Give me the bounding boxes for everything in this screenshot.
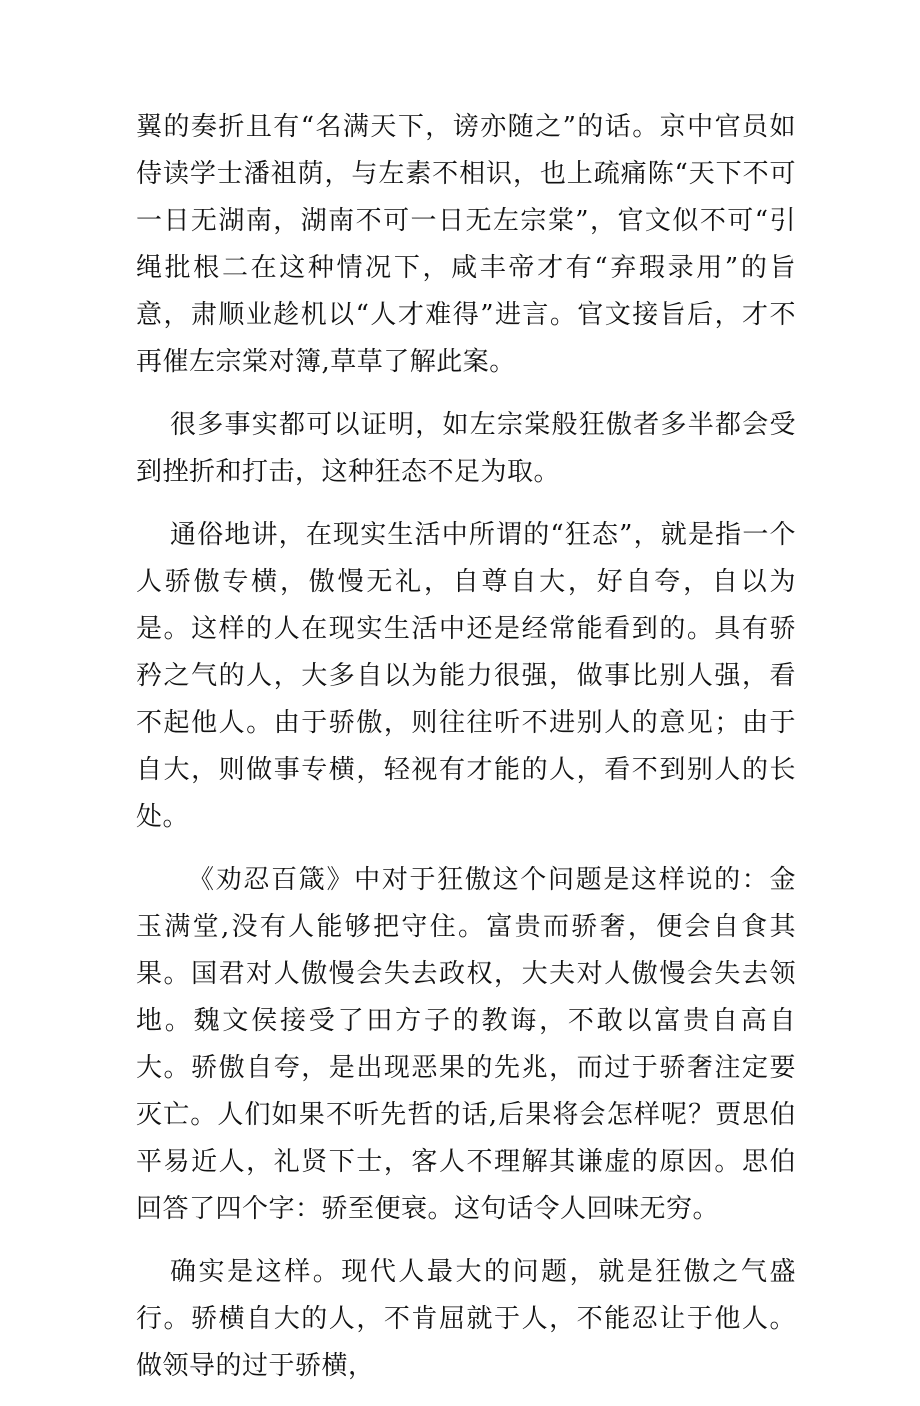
paragraph-quanren-baizhen: 《劝忍百箴》中对于狂傲这个问题是这样说的：金玉满堂,没有人能够把守住。富贵而骄奢，便会自食其果。国君对人傲慢会失去政权，大夫对人傲慢会失去领地。魏文侯接受了田方子的教诲，不敢以富贵自高自大。骄傲自夸，是出现恶果的先兆，而过于骄奢注定要灭亡。人们如果不听先哲的话,后果将会怎样呢？贾思伯平易近人，礼贤下士，客人不理解其谦虚的原因。思伯回答了四个字：骄至便衰。这句话令人回味无穷。 [136,865,796,1224]
paragraph-continuation: 翼的奏折且有“名满天下，谤亦随之”的话。京中官员如侍读学士潘祖荫，与左素不相识，也上疏痛陈“天下不可一日无湖南，湖南不可一日无左宗棠”，官文似不可“引绳批根二在这种情况下，咸丰帝才有“弃瑕录用”的旨意，肃顺业趁机以“人才难得”进言。官文接旨后，才不再催左宗棠对簿,草草了解此案。 [136,112,796,377]
paragraph-modern-problem: 确实是这样。现代人最大的问题，就是狂傲之气盛行。骄横自大的人，不肯屈就于人，不能忍让于他人。做领导的过于骄横， [136,1257,796,1381]
body-text [136,104,796,1406]
paragraph-arrogance-definition: 通俗地讲，在现实生活中所谓的“狂态”，就是指一个人骄傲专横，傲慢无礼，自尊自大，好自夸，自以为是。这样的人在现实生活中还是经常能看到的。具有骄矜之气的人，大多自以为能力很强，做事比别人强，看不起他人。由于骄傲，则往往听不进别人的意见；由于自大，则做事专横，轻视有才能的人，看不到别人的长处。 [136,520,796,832]
paragraph-facts: 很多事实都可以证明，如左宗棠般狂傲者多半都会受到挫折和打击，这种狂态不足为取。 [136,410,796,487]
